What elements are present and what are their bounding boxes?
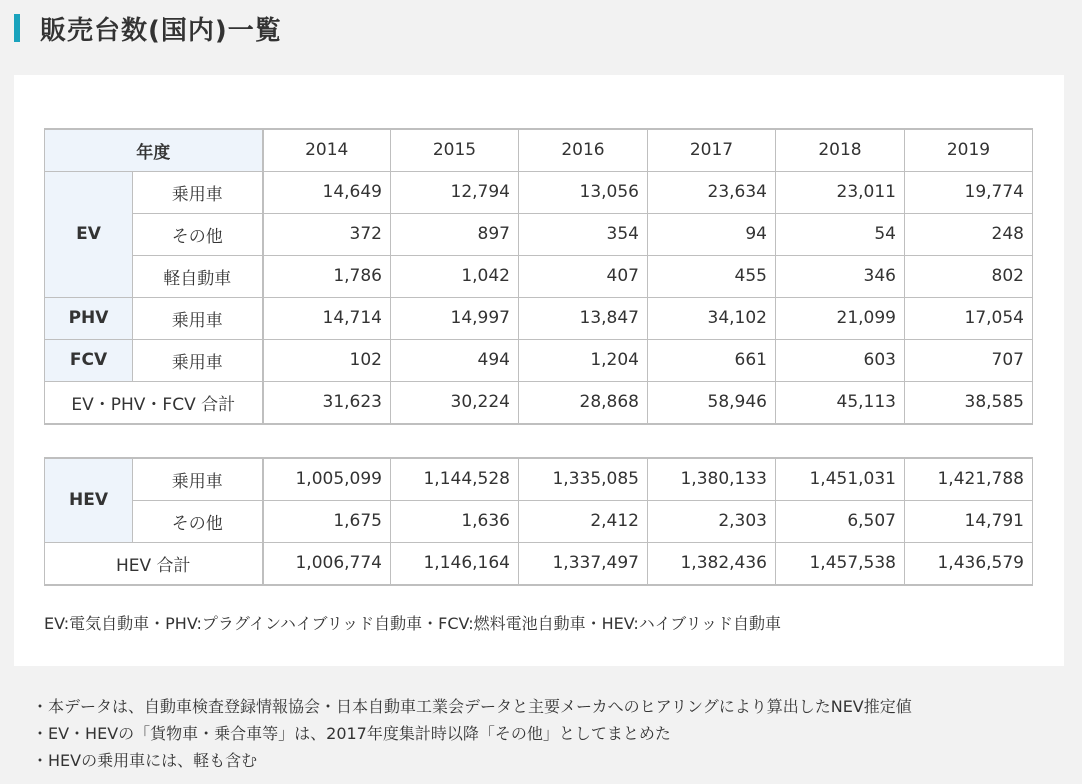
value-cell: 14,649 — [263, 171, 391, 213]
value-cell: 94 — [648, 213, 776, 255]
total-value-cell: 38,585 — [905, 381, 1033, 424]
value-cell: 14,997 — [391, 297, 519, 339]
page-title: 販売台数(国内)一覧 — [40, 15, 282, 46]
row-label: 乗用車 — [133, 339, 263, 381]
table-row — [45, 255, 1033, 297]
value-cell: 494 — [391, 339, 519, 381]
total-row — [45, 381, 1033, 424]
total-row — [45, 542, 1033, 585]
table-row — [45, 171, 1033, 213]
value-cell: 1,335,085 — [519, 458, 648, 500]
row-label: その他 — [133, 500, 263, 542]
table-row — [45, 213, 1033, 255]
total-value-cell: 1,337,497 — [519, 542, 648, 585]
value-cell: 1,636 — [391, 500, 519, 542]
value-cell: 21,099 — [776, 297, 905, 339]
value-cell: 897 — [391, 213, 519, 255]
title-accent-bar — [14, 14, 20, 42]
sales-panel — [14, 75, 1064, 666]
total-value-cell: 1,006,774 — [263, 542, 391, 585]
header-year: 2016 — [519, 129, 648, 171]
value-cell: 1,005,099 — [263, 458, 391, 500]
value-cell: 12,794 — [391, 171, 519, 213]
group-label-phv: PHV — [45, 297, 133, 339]
value-cell: 1,204 — [519, 339, 648, 381]
value-cell: 661 — [648, 339, 776, 381]
value-cell: 1,421,788 — [905, 458, 1033, 500]
value-cell: 102 — [263, 339, 391, 381]
total-value-cell: 58,946 — [648, 381, 776, 424]
notes-list — [32, 693, 912, 774]
value-cell: 2,412 — [519, 500, 648, 542]
value-cell: 802 — [905, 255, 1033, 297]
value-cell: 23,011 — [776, 171, 905, 213]
value-cell: 17,054 — [905, 297, 1033, 339]
table-row — [45, 339, 1033, 381]
nev-sales-table — [44, 128, 1033, 425]
row-label: 軽自動車 — [133, 255, 263, 297]
total-value-cell: 30,224 — [391, 381, 519, 424]
total-value-cell: 28,868 — [519, 381, 648, 424]
value-cell: 1,786 — [263, 255, 391, 297]
value-cell: 23,634 — [648, 171, 776, 213]
page-header — [14, 10, 282, 46]
note-item: ・HEVの乗用車には、軽も含む — [32, 751, 258, 770]
value-cell: 6,507 — [776, 500, 905, 542]
value-cell: 354 — [519, 213, 648, 255]
value-cell: 1,380,133 — [648, 458, 776, 500]
header-year: 2019 — [905, 129, 1033, 171]
header-year: 2017 — [648, 129, 776, 171]
header-year: 2015 — [391, 129, 519, 171]
header-year: 2018 — [776, 129, 905, 171]
value-cell: 407 — [519, 255, 648, 297]
total-label: EV・PHV・FCV 合計 — [45, 381, 263, 424]
row-label: その他 — [133, 213, 263, 255]
hev-sales-table — [44, 457, 1033, 586]
value-cell: 372 — [263, 213, 391, 255]
value-cell: 34,102 — [648, 297, 776, 339]
value-cell: 54 — [776, 213, 905, 255]
row-label: 乗用車 — [133, 297, 263, 339]
note-item: ・本データは、自動車検査登録情報協会・日本自動車工業会データと主要メーカへのヒアリングにより算出したNEV推定値 — [32, 697, 912, 716]
total-label: HEV 合計 — [45, 542, 263, 585]
value-cell: 14,714 — [263, 297, 391, 339]
group-label-hev: HEV — [45, 458, 133, 542]
total-value-cell: 1,146,164 — [391, 542, 519, 585]
value-cell: 707 — [905, 339, 1033, 381]
header-year-label: 年度 — [45, 129, 263, 171]
group-label-fcv: FCV — [45, 339, 133, 381]
total-value-cell: 1,457,538 — [776, 542, 905, 585]
value-cell: 455 — [648, 255, 776, 297]
total-value-cell: 1,436,579 — [905, 542, 1033, 585]
table-row — [45, 458, 1033, 500]
value-cell: 603 — [776, 339, 905, 381]
value-cell: 1,675 — [263, 500, 391, 542]
value-cell: 14,791 — [905, 500, 1033, 542]
total-value-cell: 1,382,436 — [648, 542, 776, 585]
total-value-cell: 31,623 — [263, 381, 391, 424]
value-cell: 1,144,528 — [391, 458, 519, 500]
row-label: 乗用車 — [133, 458, 263, 500]
value-cell: 19,774 — [905, 171, 1033, 213]
value-cell: 1,042 — [391, 255, 519, 297]
value-cell: 2,303 — [648, 500, 776, 542]
value-cell: 13,056 — [519, 171, 648, 213]
table-row — [45, 500, 1033, 542]
value-cell: 13,847 — [519, 297, 648, 339]
abbreviation-legend: EV:電気自動車・PHV:プラグインハイブリッド自動車・FCV:燃料電池自動車・HEV:ハイブリッド自動車 — [44, 614, 781, 633]
note-item: ・EV・HEVの「貨物車・乗合車等」は、2017年度集計時以降「その他」としてまとめた — [32, 724, 671, 743]
header-year: 2014 — [263, 129, 391, 171]
value-cell: 1,451,031 — [776, 458, 905, 500]
group-label-ev: EV — [45, 171, 133, 297]
value-cell: 248 — [905, 213, 1033, 255]
value-cell: 346 — [776, 255, 905, 297]
row-label: 乗用車 — [133, 171, 263, 213]
table-header-row — [45, 129, 1033, 171]
total-value-cell: 45,113 — [776, 381, 905, 424]
table-row — [45, 297, 1033, 339]
